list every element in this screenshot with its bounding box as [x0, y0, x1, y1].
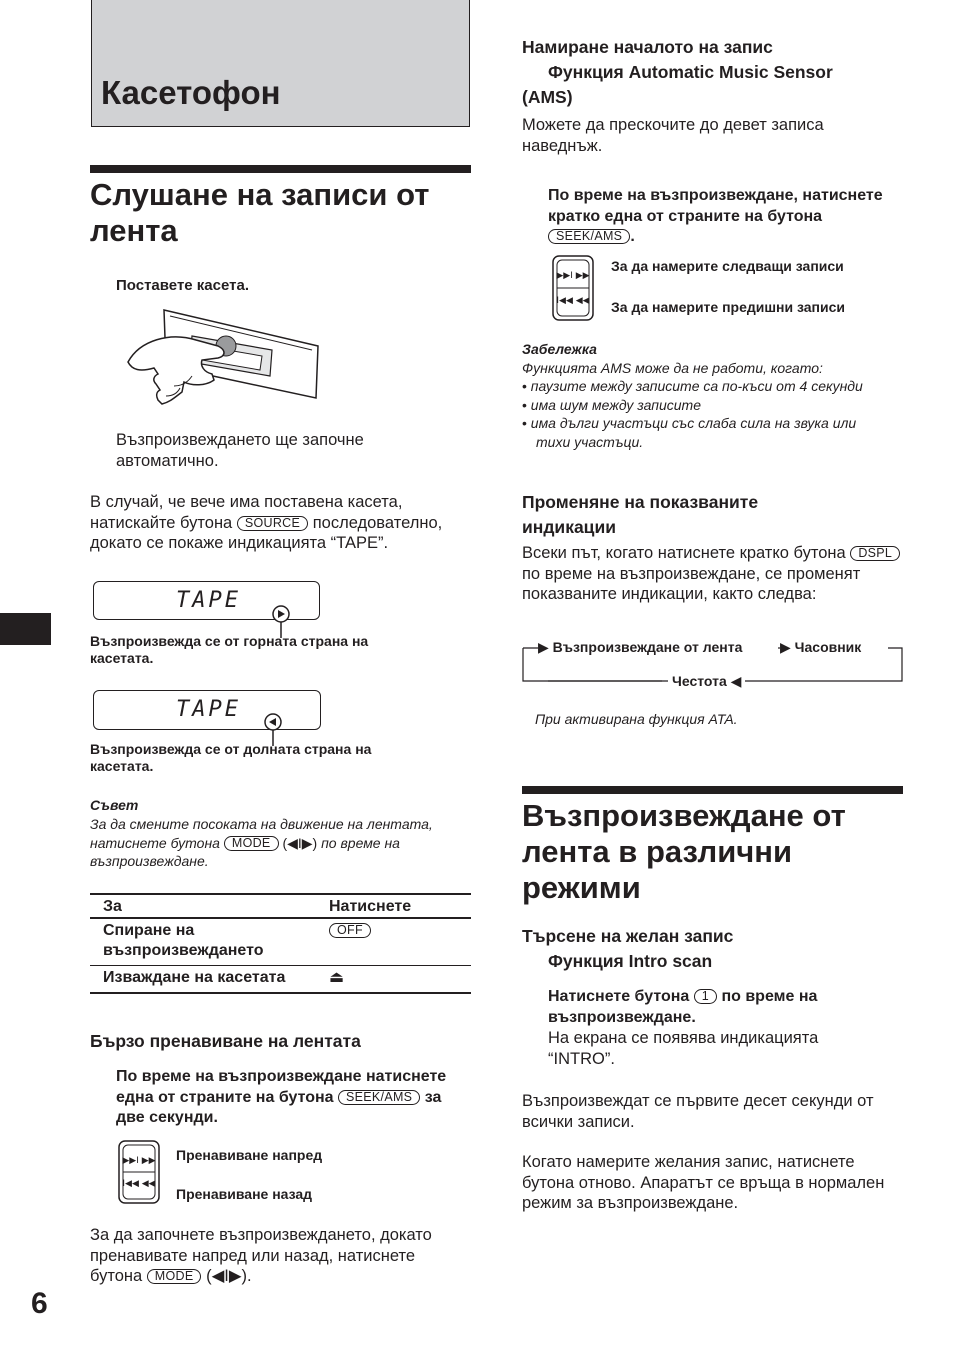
- ams-intro: Можете да прескочите до девет записа наведнъж.: [522, 116, 824, 155]
- ams-text-after: .: [630, 228, 635, 245]
- page-number: 6: [31, 1287, 48, 1320]
- intro-scan-heading: [522, 924, 902, 974]
- display-heading: Променяне на показваните индикации: [522, 492, 759, 537]
- chapter-header: [91, 0, 470, 127]
- fast-wind-text-before: По време на възпроизвеждане натиснете една от страните на бутона: [116, 1068, 447, 1106]
- label-forward: Пренавиване напред: [176, 1147, 323, 1163]
- lcd-caption-bottom: Възпроизвежда се от долната страна на касетата.: [90, 741, 372, 774]
- flow-arrow-icon: ▶: [538, 639, 553, 655]
- svg-text:I◀◀ ◀◀: I◀◀ ◀◀: [556, 296, 590, 306]
- tip-text-after: по време на възпроизвеждане.: [90, 834, 400, 869]
- note-item-1: паузите между записите са по-къси от 4 секунди: [530, 378, 863, 394]
- table-row: [90, 918, 471, 966]
- svg-text:▶▶I ▶▶: ▶▶I ▶▶: [556, 271, 590, 281]
- flow-arrow-back-icon: ◀: [726, 673, 742, 689]
- section-title-listening: Слушане на записи от лента: [90, 177, 430, 248]
- ams-seek-button: SEEK/AMS: [548, 229, 630, 244]
- label-next-track: За да намерите следващи записи: [611, 258, 844, 274]
- eject-icon: ⏏: [329, 969, 345, 986]
- note-item-3: има дълги участъци със слаба сила на звука или тихи участъци.: [530, 415, 857, 450]
- side-tab: [0, 613, 51, 645]
- chapter-title: Касетофон: [101, 74, 281, 111]
- tip-title: Съвет: [90, 797, 139, 813]
- section-rule-right: [522, 786, 903, 794]
- note-intro: Функцията AMS може да не работи, когато:: [522, 360, 823, 376]
- lcd-caption-top: Възпроизвежда се от горната страна на касетата.: [90, 633, 369, 666]
- ams-rocker-icon: [552, 255, 594, 321]
- auto-play-text: Възпроизвеждането ще започне автоматично.: [116, 431, 364, 470]
- lcd-text-top: TAPE: [176, 588, 241, 613]
- display-text-before: Всеки път, когато натиснете кратко бутона: [522, 544, 846, 562]
- intro-para-2: Когато намерите желания запис, натиснете бутона отново. Апаратът се връща в нормален режим за възпроизвеждане.: [522, 1153, 885, 1212]
- intro-text-after: по време на възпроизвеждане.: [548, 988, 818, 1026]
- table-cell-button: [316, 918, 471, 966]
- table-cell-action: Изваждане на касетата: [90, 966, 316, 994]
- seek-ams-rocker-icon: [118, 1140, 160, 1204]
- controls-table: [90, 893, 471, 994]
- svg-text:▶▶I ▶▶: ▶▶I ▶▶: [122, 1156, 156, 1166]
- table-cell-action: Спиране на възпроизвеждането: [90, 918, 316, 966]
- ams-heading-line3: (AMS): [522, 87, 573, 107]
- intro-text-before: Натиснете бутона: [548, 988, 690, 1005]
- ams-heading-line2: Функция Automatic Music Sensor: [548, 62, 833, 82]
- table-cell-button: [316, 966, 471, 994]
- source-paragraph: [90, 492, 471, 554]
- flow-item-frequency: Честота ◀: [668, 673, 745, 690]
- label-prev-track: За да намерите предишни записи: [611, 299, 846, 315]
- fast-wind-instruction: [116, 1067, 471, 1129]
- off-button: OFF: [329, 923, 371, 938]
- dspl-button: DSPL: [850, 546, 900, 561]
- section-rule-left: [90, 165, 471, 173]
- table-header-cell: Натиснете: [316, 894, 471, 918]
- list-item: • има шум между записите: [522, 396, 701, 413]
- source-button: SOURCE: [237, 516, 308, 531]
- ams-text-before: По време на възпроизвеждане, натиснете кратко една от страните на бутона: [548, 187, 883, 225]
- flow-item-tape: ▶ Възпроизвеждане от лента: [538, 639, 743, 655]
- flow-item-clock: ▶ Часовник: [780, 639, 862, 655]
- ams-instruction: [548, 186, 903, 248]
- intro-heading-line2: Функция Intro scan: [548, 951, 713, 971]
- step-insert: Поставете касета.: [116, 277, 249, 294]
- lcd-display-bottom: [93, 690, 321, 730]
- resume-paragraph: [90, 1225, 471, 1287]
- intro-display-text: На екрана се появява индикацията “INTRO”.: [548, 1029, 819, 1068]
- resume-text-after: (◀I▶).: [206, 1267, 252, 1285]
- list-item: • паузите между записите са по-къси от 4 секунди: [522, 378, 863, 394]
- resume-text-before: За да започнете възпроизвеждането, докато пренавивате напред или назад, натиснете бутона: [90, 1226, 432, 1285]
- svg-text:I◀◀ ◀◀: I◀◀ ◀◀: [122, 1179, 156, 1189]
- seek-ams-button: SEEK/AMS: [338, 1090, 420, 1105]
- resume-mode-button: MODE: [147, 1269, 202, 1284]
- display-paragraph: [522, 543, 903, 605]
- flow-note: При активирана функция ATA.: [535, 711, 738, 727]
- display-text-after: по време на възпроизвеждане, се променят показваните индикации, както следва:: [522, 564, 861, 603]
- note-item-2: има шум между записите: [530, 396, 701, 413]
- ams-heading: [522, 35, 902, 110]
- source-text-before: В случай, че вече има поставена касета, натискайте бутона: [90, 493, 403, 532]
- tip-mode-symbol: (◀I▶): [282, 834, 318, 851]
- intro-instruction: [548, 987, 888, 1028]
- flow-arrow-icon: ▶: [780, 639, 795, 655]
- tip-mode-button: MODE: [224, 836, 279, 851]
- lcd-text-bottom: TAPE: [176, 697, 241, 722]
- fast-wind-text-after: за две секунди.: [116, 1088, 442, 1126]
- fast-wind-heading: Бързо пренавиване на лентата: [90, 1031, 361, 1051]
- button-1: 1: [694, 989, 717, 1004]
- note-list: [522, 377, 882, 451]
- tip-text-before: За да смените посоката на движение на лентата, натиснете бутона: [90, 816, 433, 851]
- tip-text: [90, 815, 471, 871]
- cassette-insert-illustration: [122, 306, 320, 411]
- table-row: [90, 966, 471, 994]
- intro-para-1: Възпроизвеждат се първите десет секунди от всички записи.: [522, 1092, 874, 1131]
- display-flow: [522, 639, 906, 689]
- source-text-after: последователно, докато се покаже индикацията “TAPE”.: [90, 513, 443, 552]
- ams-heading-line1: Намиране началото на запис: [522, 37, 773, 57]
- intro-heading-line1: Търсене на желан запис: [522, 926, 734, 946]
- section-title-modes: Възпроизвеждане от лента в различни режими: [522, 798, 846, 905]
- note-title: Забележка: [522, 341, 597, 357]
- list-item: • има дълги участъци със слаба сила на звука или тихи участъци.: [522, 415, 857, 450]
- table-header-row: [90, 894, 471, 918]
- label-back: Пренавиване назад: [176, 1186, 313, 1202]
- table-header-cell: За: [90, 894, 316, 918]
